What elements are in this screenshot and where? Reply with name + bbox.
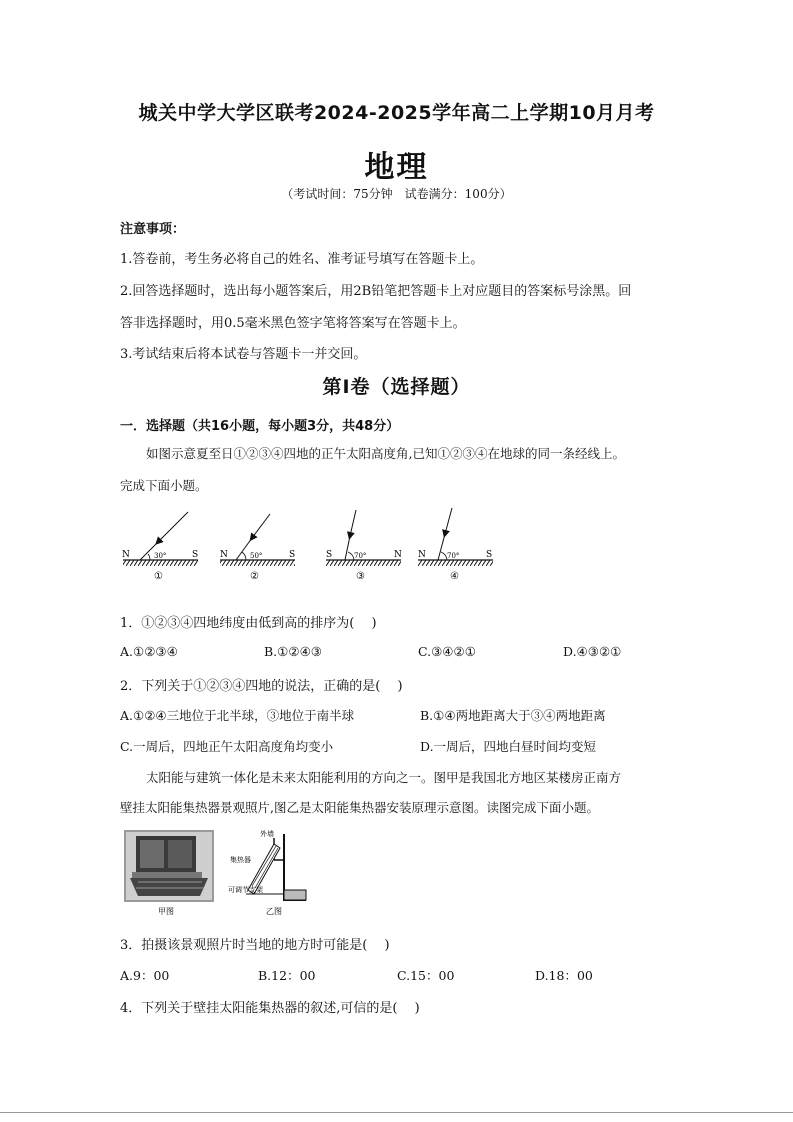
group2-intro-line2: 壁挂太阳能集热器景观照片,图乙是太阳能集热器安装原理示意图。读图完成下面小题。 <box>120 800 599 815</box>
notice-heading: 注意事项： <box>120 222 186 237</box>
notice-item-2-cont: 答非选择题时，用0.5毫米黑色签字笔将答案写在答题卡上。 <box>120 316 466 331</box>
figure-3-label: ③ <box>356 571 365 582</box>
figure-2 <box>220 514 295 582</box>
q2-option-c: C.一周后，四地正午太阳高度角均变小 <box>120 739 334 754</box>
q1-stem: 1．①②③④四地纬度由低到高的排序为( ) <box>120 616 377 631</box>
exam-info: （考试时间：75分钟 试卷满分：100分） <box>281 187 512 201</box>
figure-2-right: S <box>289 550 296 560</box>
solar-collector-figures <box>124 830 324 918</box>
q2-option-b: B.①④两地距离大于③④两地距离 <box>420 708 606 723</box>
diagram-b-wall-label: 外墙 <box>260 830 274 838</box>
page-bottom-rule <box>0 1112 793 1113</box>
photo-a-label: 甲图 <box>158 907 174 916</box>
figure-1 <box>122 512 198 582</box>
diagram-b-label: 乙图 <box>266 907 282 916</box>
group1-intro-line1: 如图示意夏至日①②③④四地的正午太阳高度角,已知①②③④在地球的同一条经线上。 <box>146 446 625 461</box>
figure-2-label: ② <box>250 571 259 582</box>
photo-a <box>124 830 214 916</box>
group2-intro-line1: 太阳能与建筑一体化是未来太阳能利用的方向之一。图甲是我国北方地区某楼房正南方 <box>146 770 622 785</box>
exam-title: 城关中学大学区联考2024-2025学年高二上学期10月月考 <box>138 102 655 124</box>
q3-option-c: C.15：00 <box>397 968 455 983</box>
q2-stem: 2．下列关于①②③④四地的说法，正确的是( ) <box>120 679 403 694</box>
diagram-b-collector-label: 集热器 <box>230 856 251 864</box>
section-heading: 一．选择题（共16小题，每小题3分，共48分） <box>120 419 400 434</box>
notice-item-2: 2.回答选择题时，选出每小题答案后，用2B铅笔把答题卡上对应题目的答案标号涂黑。回 <box>120 284 632 299</box>
diagram-b-bracket-label: 可调节支架 <box>228 886 263 894</box>
figure-3-right: N <box>394 550 402 560</box>
q2-option-a: A.①②④三地位于北半球，③地位于南半球 <box>120 708 355 723</box>
q1-option-b: B.①②④③ <box>264 644 322 659</box>
figure-3-angle: 70° <box>354 552 367 560</box>
q2-option-d: D.一周后，四地白昼时间均变短 <box>420 739 597 754</box>
figure-3-left: S <box>326 550 333 560</box>
figure-2-left: N <box>220 550 228 560</box>
figure-1-angle: 30° <box>154 552 167 560</box>
q1-option-c: C.③④②① <box>418 644 476 659</box>
q3-stem: 3．拍摄该景观照片时当地的地方时可能是( ) <box>120 938 390 953</box>
diagram-b <box>228 830 306 916</box>
figure-4-angle: 70° <box>447 552 460 560</box>
figure-2-angle: 50° <box>250 552 263 560</box>
part-heading: 第Ⅰ卷（选择题） <box>322 376 471 398</box>
q4-stem: 4．下列关于壁挂太阳能集热器的叙述,可信的是( ) <box>120 1001 420 1016</box>
figure-1-label: ① <box>154 571 163 582</box>
figure-1-right: S <box>192 550 199 560</box>
q3-option-d: D.18：00 <box>535 968 593 983</box>
figure-4-label: ④ <box>450 571 459 582</box>
q1-option-d: D.④③②① <box>563 644 622 659</box>
figure-4-right: S <box>486 550 493 560</box>
q3-option-b: B.12：00 <box>258 968 316 983</box>
figure-4 <box>418 508 493 582</box>
subject-title: 地理 <box>364 150 429 185</box>
figure-1-left: N <box>122 550 130 560</box>
group1-intro-line2: 完成下面小题。 <box>120 478 208 493</box>
sun-angle-diagrams <box>118 500 508 590</box>
q1-option-a: A.①②③④ <box>120 644 178 659</box>
notice-item-1: 1.答卷前，考生务必将自己的姓名、准考证号填写在答题卡上。 <box>120 252 484 267</box>
figure-4-left: N <box>418 550 426 560</box>
figure-3 <box>326 510 402 582</box>
q3-option-a: A.9：00 <box>120 968 170 983</box>
notice-item-3: 3.考试结束后将本试卷与答题卡一并交回。 <box>120 347 367 362</box>
